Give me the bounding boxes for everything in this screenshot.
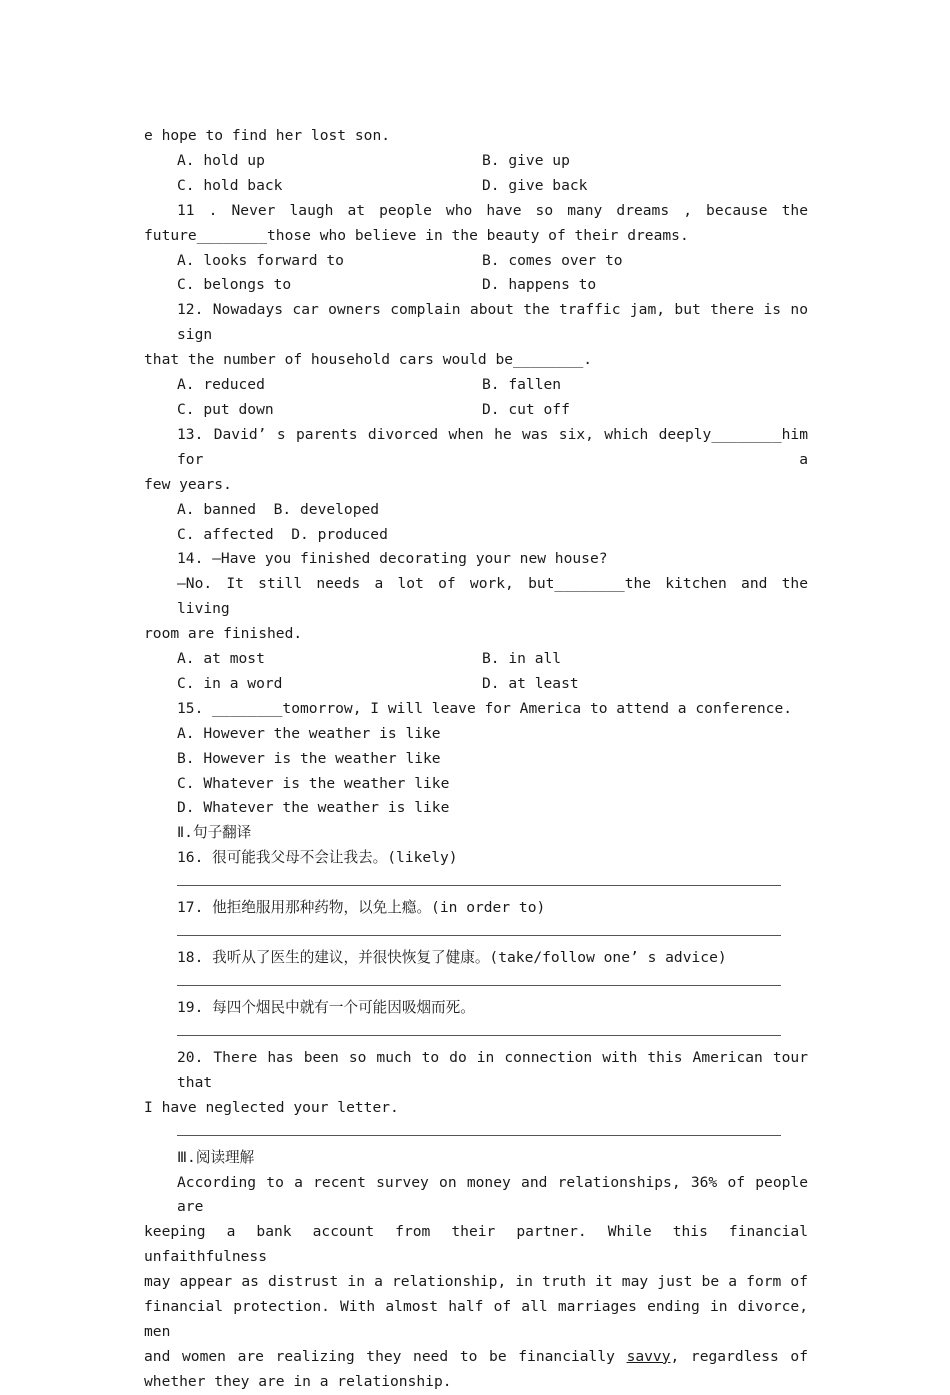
- passage-line1: According to a recent survey on money and relationships, 36% of people are: [177, 1173, 808, 1216]
- option-b: B. fallen: [482, 376, 562, 394]
- option-c: C. put down: [177, 400, 274, 418]
- q19-answer-line[interactable]: [177, 1021, 781, 1036]
- q17-prompt: 17. 他拒绝服用那种药物，以免上瘾。(in order to): [177, 899, 546, 917]
- passage-line5-end: , regardless of: [670, 1347, 808, 1365]
- q16-answer-line[interactable]: [177, 871, 781, 886]
- option-a: A. hold up: [177, 151, 265, 169]
- passage-line6: whether they are in a relationship.: [144, 1372, 452, 1390]
- q15-option-d: D. Whatever the weather is like: [177, 799, 450, 817]
- q10-options-row2: [144, 174, 808, 199]
- option-a: A. looks forward to: [177, 251, 344, 269]
- q11-options-row2: [144, 273, 808, 298]
- passage-line2: keeping a bank account from their partner. While this financial unfaithfulness: [144, 1223, 808, 1266]
- q11-options-row1: [144, 249, 808, 274]
- q15-stem: 15. ________tomorrow, I will leave for America to attend a conference.: [177, 699, 793, 717]
- option-d: D. cut off: [482, 400, 570, 418]
- q14-stem-line3: room are finished.: [144, 625, 303, 643]
- option-b: B. in all: [482, 650, 562, 668]
- passage-line3: may appear as distrust in a relationship, in truth it may just be a form of: [144, 1273, 808, 1291]
- q11-stem-line1: 11 . Never laugh at people who have so many dreams , because the: [177, 201, 808, 219]
- q12-options-row2: [144, 398, 808, 423]
- q18-answer-line[interactable]: [177, 971, 781, 986]
- option-b: B. give up: [482, 151, 570, 169]
- q12-stem-line2: that the number of household cars would be________.: [144, 351, 593, 369]
- q12-options-row1: [144, 373, 808, 398]
- q15-option-a: A. However the weather is like: [177, 724, 441, 742]
- option-a: A. at most: [177, 650, 265, 668]
- option-c: C. in a word: [177, 674, 283, 692]
- q14-options-row1: [144, 647, 808, 672]
- q15-option-c: C. Whatever is the weather like: [177, 774, 450, 792]
- q15-option-b: B. However is the weather like: [177, 749, 441, 767]
- q18-prompt: 18. 我听从了医生的建议，并很快恢复了健康。(take/follow one’ s advice): [177, 949, 727, 967]
- q20-answer-line[interactable]: [177, 1121, 781, 1136]
- underlined-word: savvy: [626, 1347, 671, 1365]
- q14-stem-line1: 14. —Have you finished decorating your new house?: [177, 550, 608, 568]
- option-d: D. at least: [482, 674, 579, 692]
- q13-stem-line2: few years.: [144, 475, 232, 493]
- q12-stem-line1: 12. Nowadays car owners complain about the traffic jam, but there is no sign: [177, 301, 808, 344]
- q11-stem-line2: future________those who believe in the beauty of their dreams.: [144, 226, 689, 244]
- q13-options-ab: A. banned B. developed: [177, 500, 380, 518]
- exam-content: [144, 124, 808, 1395]
- q13-options-cd: C. affected D. produced: [177, 525, 388, 543]
- passage-line5: [144, 1345, 808, 1370]
- q13-stem-line1: 13. David’ s parents divorced when he was six, which deeply________him for a: [177, 425, 808, 468]
- section-heading-reading: Ⅲ.阅读理解: [177, 1148, 255, 1166]
- q20-prompt-line1: 20. There has been so much to do in connection with this American tour that: [177, 1048, 808, 1091]
- q20-prompt-line2: I have neglected your letter.: [144, 1098, 399, 1116]
- option-c: C. belongs to: [177, 276, 292, 294]
- q14-stem-line2: —No. It still needs a lot of work, but________the kitchen and the living: [177, 575, 808, 618]
- passage-line5-start: and women are realizing they need to be financially: [144, 1347, 627, 1365]
- q16-prompt: 16. 很可能我父母不会让我去。(likely): [177, 849, 458, 867]
- q19-prompt: 19. 每四个烟民中就有一个可能因吸烟而死。: [177, 999, 475, 1016]
- section-heading-translation: Ⅱ.句子翻译: [177, 824, 252, 842]
- passage-line4: financial protection. With almost half of all marriages ending in divorce, men: [144, 1298, 808, 1340]
- q10-tail: e hope to find her lost son.: [144, 127, 391, 144]
- q10-options-row1: [144, 149, 808, 174]
- option-d: D. happens to: [482, 276, 597, 294]
- option-c: C. hold back: [177, 176, 283, 194]
- option-b: B. comes over to: [482, 251, 623, 269]
- option-a: A. reduced: [177, 376, 265, 394]
- option-d: D. give back: [482, 176, 588, 194]
- q17-answer-line[interactable]: [177, 921, 781, 936]
- q14-options-row2: [144, 672, 808, 697]
